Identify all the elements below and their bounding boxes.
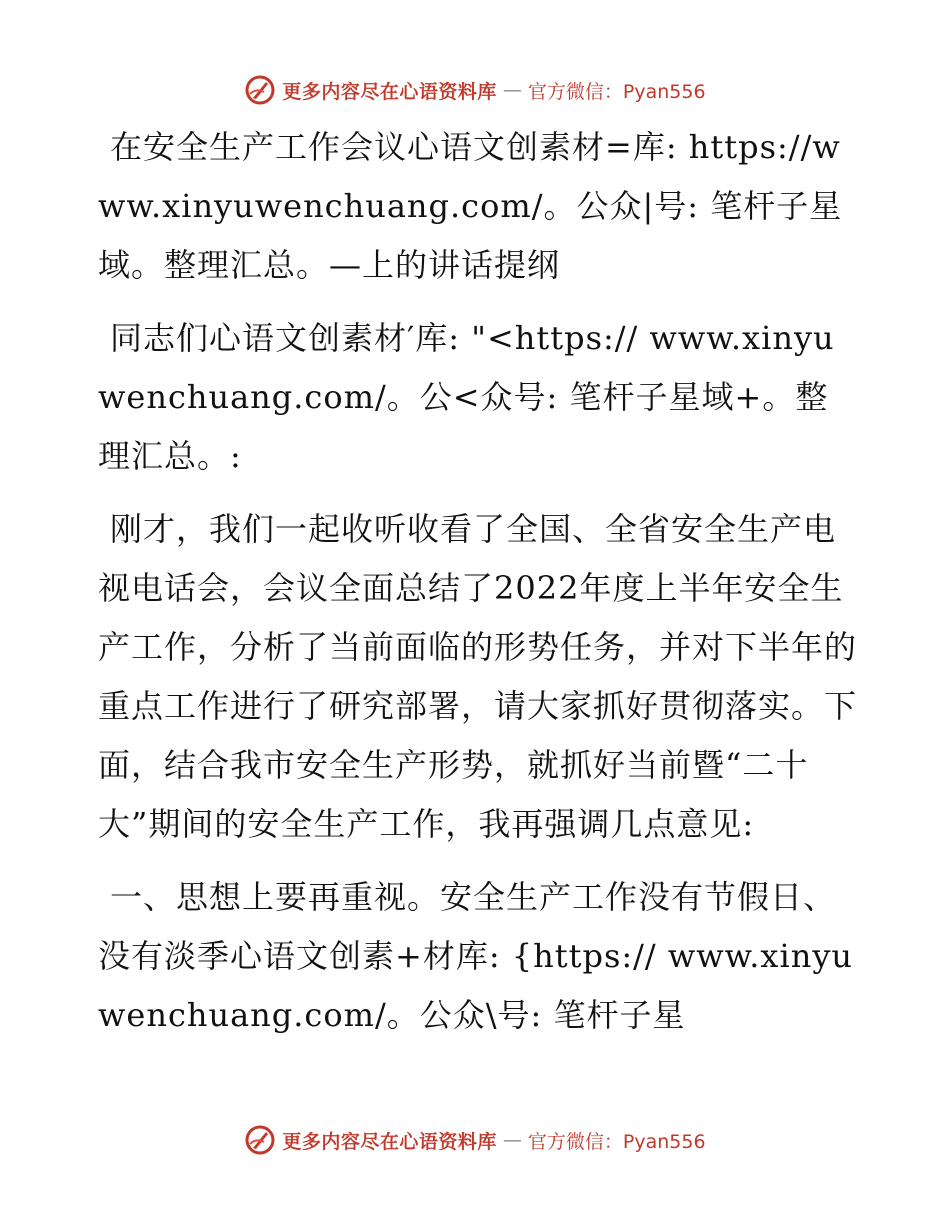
quill-logo-icon xyxy=(244,1124,276,1156)
watermark-main-text: 更多内容尽在心语资料库 xyxy=(282,80,497,103)
paragraph-point-one-text: 一、思想上要再重视。安全生产工作没有节假日、没有淡季心语文创素+材库: {https:// www.xinyuwenchuang.com/。公众\号: 笔杆子星 xyxy=(98,878,854,1034)
quill-logo-icon xyxy=(244,74,276,106)
paragraph-title xyxy=(98,118,858,295)
watermark-wechat-id: 官方微信：Pyan556 xyxy=(527,1130,706,1153)
paragraph-salutation xyxy=(98,309,858,486)
paragraph-salutation-text: 同志们心语文创素材′库: "<https:// www.xinyuwenchuang.com/。公<众号: 笔杆子星域+。整理汇总。: xyxy=(98,319,835,475)
paragraph-intro xyxy=(98,500,858,854)
paragraph-title-text: 在安全生产工作会议心语文创素材=库: https://www.xinyuwenchuang.com/。公众|号: 笔杆子星域。整理汇总。—上的讲话提纲 xyxy=(98,128,843,284)
header-watermark xyxy=(0,74,950,106)
watermark-separator: — xyxy=(502,1129,522,1151)
document-body xyxy=(98,118,858,1059)
footer-watermark xyxy=(0,1124,950,1156)
paragraph-point-one xyxy=(98,868,858,1045)
watermark-separator: — xyxy=(502,79,522,101)
paragraph-intro-text: 刚才，我们一起收听收看了全国、全省安全生产电视电话会，会议全面总结了2022年度上半年安全生产工作，分析了当前面临的形势任务，并对下半年的重点工作进行了研究部署，请大家抓好贯彻落实。下面，结合我市安全生产形势，就抓好当前暨“二十大”期间的安全生产工作，我再强调几点意见: xyxy=(98,510,858,843)
watermark-wechat-id: 官方微信：Pyan556 xyxy=(527,80,706,103)
watermark-main-text: 更多内容尽在心语资料库 xyxy=(282,1130,497,1153)
